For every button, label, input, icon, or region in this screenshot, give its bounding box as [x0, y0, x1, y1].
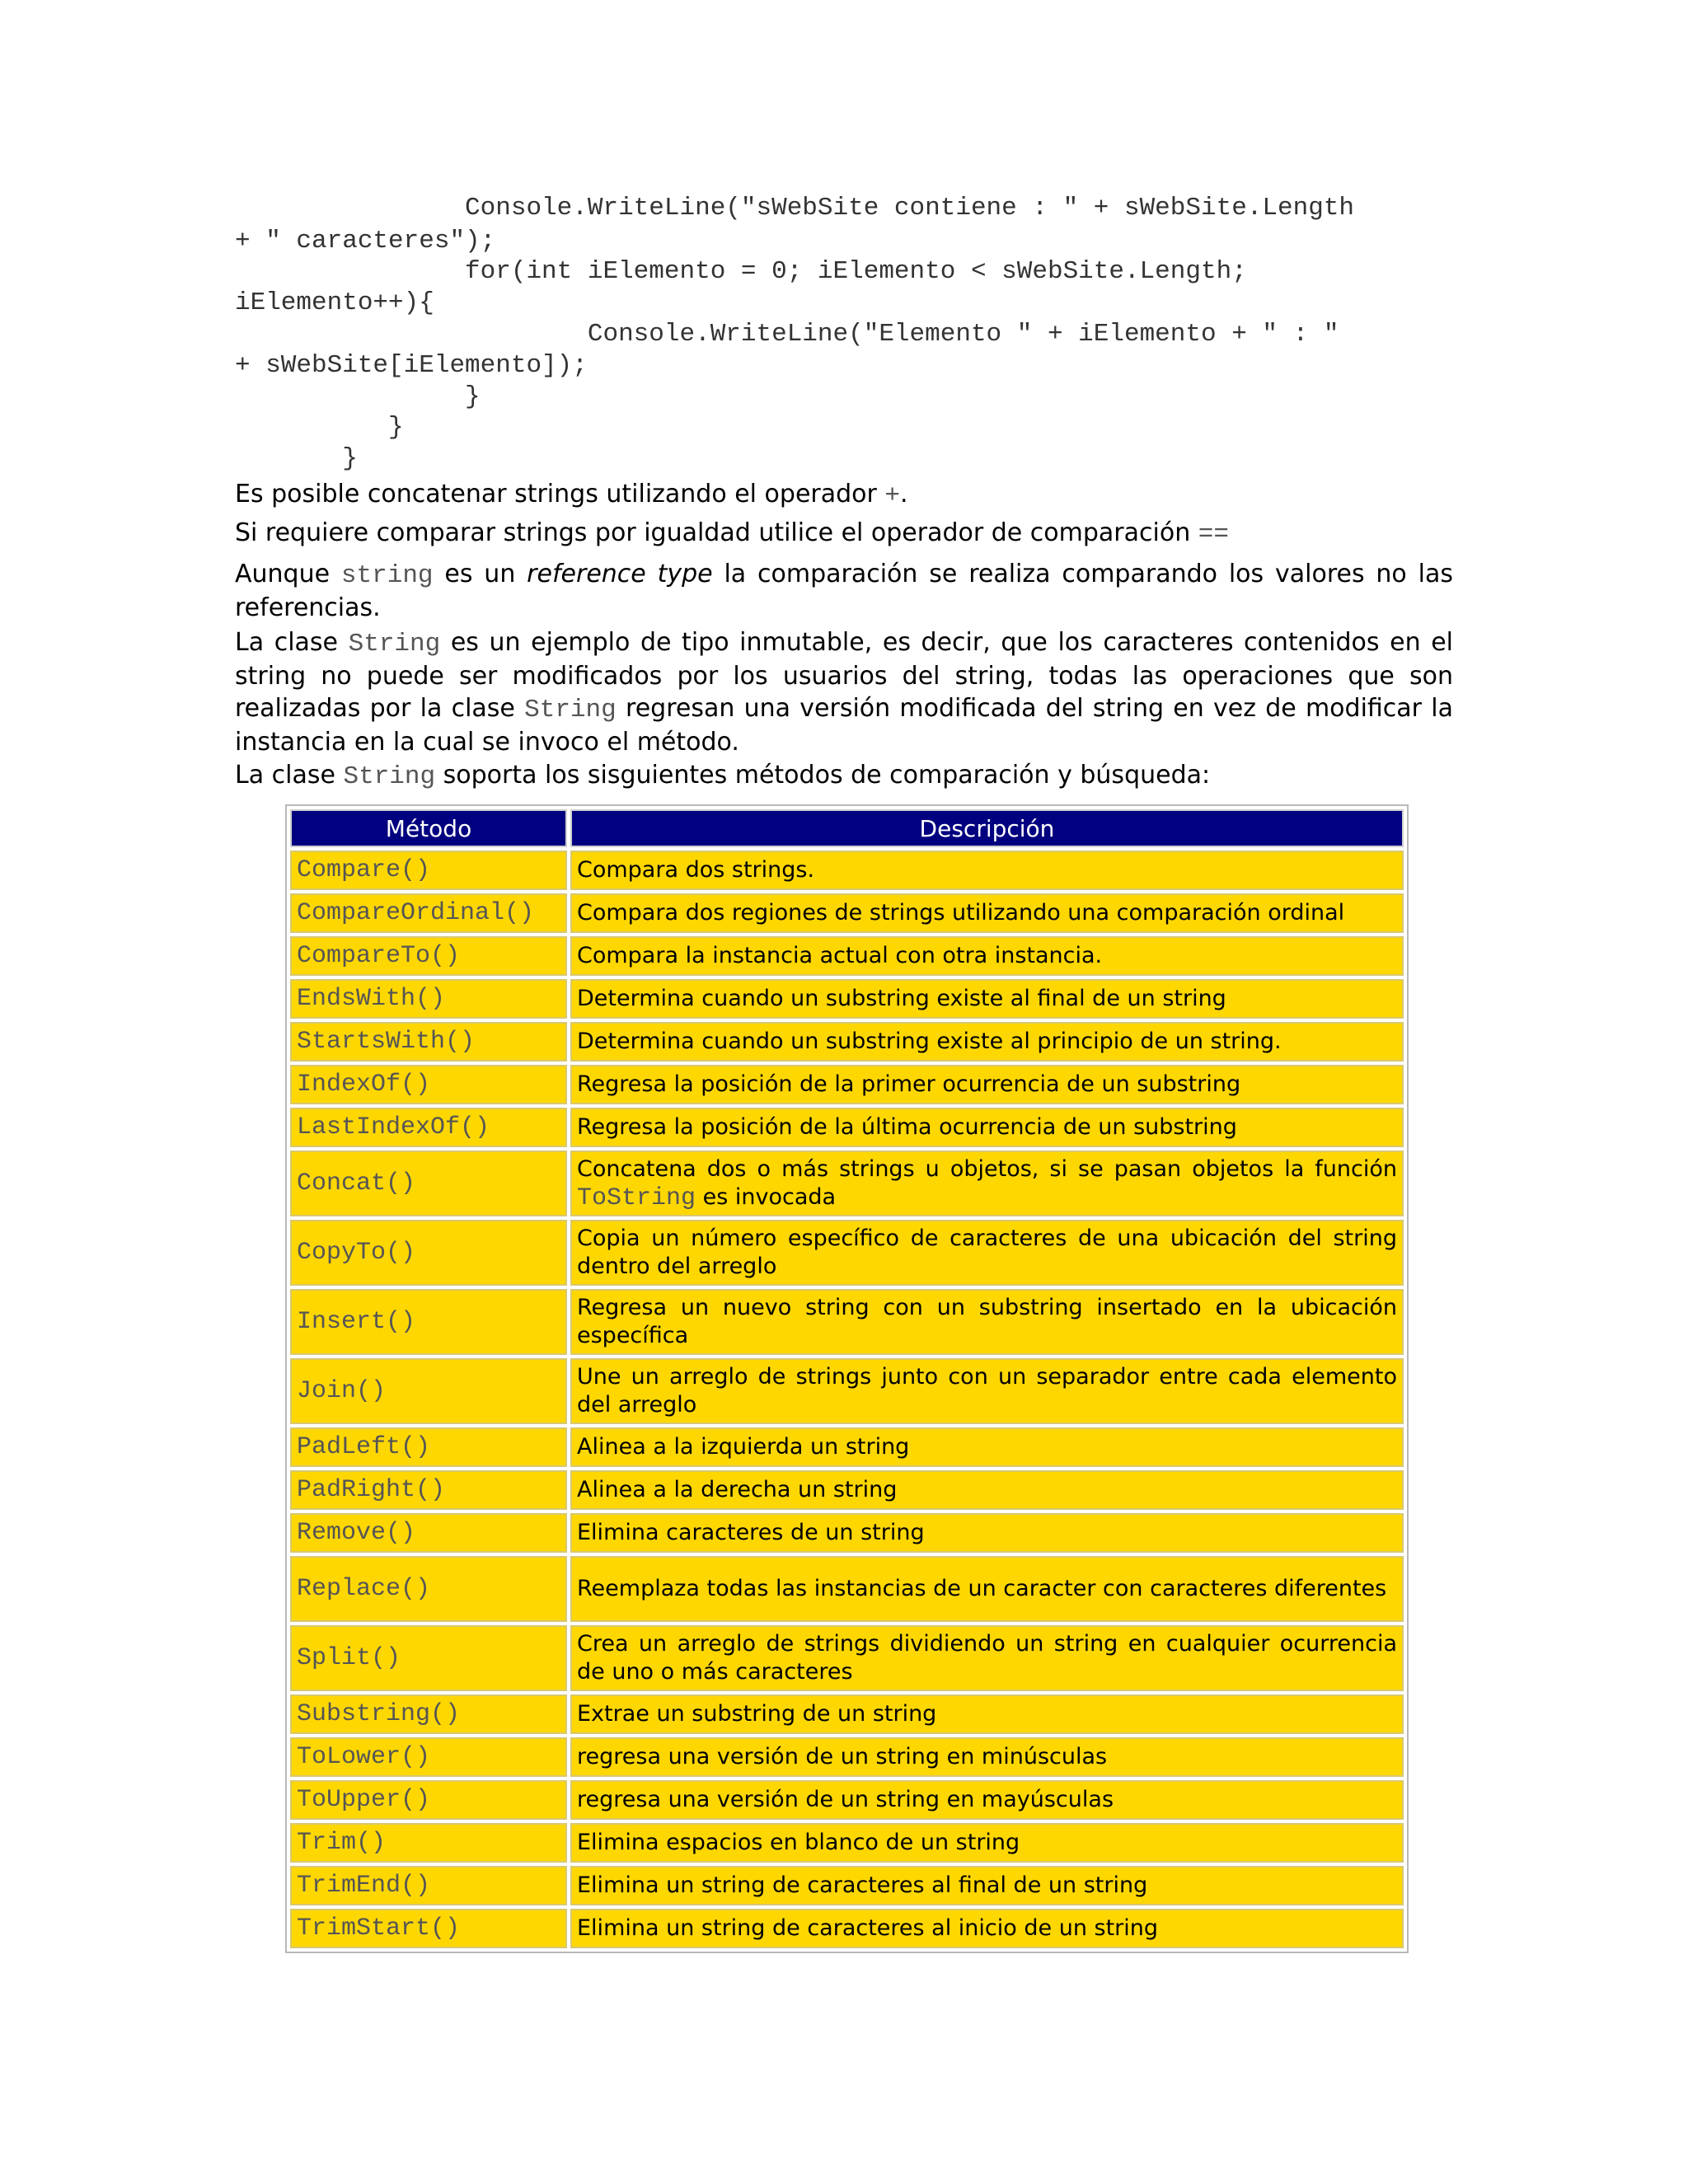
table-row: [290, 1909, 1404, 1948]
paragraph-text: La clase: [235, 761, 344, 790]
description-cell: Regresa un nuevo string con un substring insertado en la ubicación específica: [570, 1289, 1404, 1355]
paragraph-equality: [235, 517, 1453, 551]
method-cell: PadLeft(): [290, 1427, 567, 1467]
table-row: [290, 1780, 1404, 1820]
inline-code: ToString: [577, 1183, 696, 1212]
header-method: Método: [290, 809, 567, 847]
table-row: [290, 1022, 1404, 1062]
method-cell: ToLower(): [290, 1737, 567, 1777]
method-cell: TrimStart(): [290, 1909, 567, 1948]
table-row: [290, 1358, 1404, 1424]
code-line: Console.WriteLine("sWebSite contiene : " + sWebSite.Length: [235, 194, 1355, 223]
emphasis-text: reference type: [527, 560, 713, 588]
code-line: }: [235, 413, 404, 442]
description-cell: regresa una versión de un string en mayúsculas: [570, 1780, 1404, 1820]
method-cell: CompareTo(): [290, 936, 567, 976]
table-row: [290, 1151, 1404, 1216]
code-line: iElemento++){: [235, 288, 434, 317]
method-cell: Substring(): [290, 1694, 567, 1734]
description-cell: Alinea a la derecha un string: [570, 1470, 1404, 1510]
paragraph-text: soporta los sisguientes métodos de comparación y búsqueda:: [435, 761, 1211, 790]
method-cell: Compare(): [290, 851, 567, 890]
table-row: [290, 1065, 1404, 1104]
paragraph-reference-type: [235, 558, 1453, 624]
description-cell: Regresa la posición de la primer ocurrencia de un substring: [570, 1065, 1404, 1104]
method-cell: EndsWith(): [290, 979, 567, 1019]
description-cell: Determina cuando un substring existe al final de un string: [570, 979, 1404, 1019]
table-row: [290, 1866, 1404, 1905]
code-line: }: [235, 444, 358, 473]
description-cell: Reemplaza todas las instancias de un caracter con caracteres diferentes: [570, 1556, 1404, 1622]
method-cell: StartsWith(): [290, 1022, 567, 1062]
table-row: [290, 851, 1404, 890]
table-row: [290, 1513, 1404, 1553]
description-cell: Elimina un string de caracteres al final de un string: [570, 1866, 1404, 1905]
method-cell: ToUpper(): [290, 1780, 567, 1820]
description-cell: Determina cuando un substring existe al principio de un string.: [570, 1022, 1404, 1062]
inline-code: String: [524, 696, 617, 724]
description-cell: Compara dos strings.: [570, 851, 1404, 890]
paragraph-text: Si requiere comparar strings por igualdad utilice el operador de comparación: [235, 518, 1198, 547]
method-cell: CopyTo(): [290, 1220, 567, 1286]
description-cell: Extrae un substring de un string: [570, 1694, 1404, 1734]
table-row: [290, 1470, 1404, 1510]
inline-code: +: [884, 481, 901, 510]
paragraph-text: la comparación se realiza comparando los valores no las referencias.: [235, 560, 1453, 622]
description-cell: Elimina espacios en blanco de un string: [570, 1823, 1404, 1863]
method-cell: PadRight(): [290, 1470, 567, 1510]
description-cell: Regresa la posición de la última ocurrencia de un substring: [570, 1108, 1404, 1147]
code-line: Console.WriteLine("Elemento " + iElemento + " : ": [235, 320, 1339, 349]
method-cell: Remove(): [290, 1513, 567, 1553]
description-text: Concatena dos o más strings u objetos, si se pasan objetos la función: [577, 1155, 1397, 1182]
description-cell: Elimina un string de caracteres al inicio de un string: [570, 1909, 1404, 1948]
table-row: [290, 1108, 1404, 1147]
paragraph-text: Es posible concatenar strings utilizando el operador: [235, 480, 885, 509]
method-cell: Replace(): [290, 1556, 567, 1622]
description-cell: Une un arreglo de strings junto con un separador entre cada elemento del arreglo: [570, 1358, 1404, 1424]
inline-code: String: [348, 630, 441, 658]
table-row: [290, 1220, 1404, 1286]
method-cell: LastIndexOf(): [290, 1108, 567, 1147]
code-line: }: [235, 382, 481, 411]
paragraph-concatenation: [235, 478, 1453, 512]
paragraph-immutable: [235, 626, 1453, 758]
method-cell: IndexOf(): [290, 1065, 567, 1104]
description-cell: regresa una versión de un string en minúsculas: [570, 1737, 1404, 1777]
description-cell: Compara la instancia actual con otra instancia.: [570, 936, 1404, 976]
description-cell: Alinea a la izquierda un string: [570, 1427, 1404, 1467]
code-line: + " caracteres");: [235, 227, 496, 255]
method-cell: CompareOrdinal(): [290, 893, 567, 933]
method-cell: Insert(): [290, 1289, 567, 1355]
inline-code: string: [340, 561, 434, 590]
description-text: es invocada: [696, 1183, 837, 1210]
description-cell: Copia un número específico de caracteres de una ubicación del string dentro del arreglo: [570, 1220, 1404, 1286]
method-cell: Join(): [290, 1358, 567, 1424]
table-row: [290, 979, 1404, 1019]
description-cell: Compara dos regiones de strings utilizando una comparación ordinal: [570, 893, 1404, 933]
table-row: [290, 893, 1404, 933]
paragraph-text: .: [900, 480, 908, 509]
paragraph-text: Aunque: [235, 560, 341, 588]
method-cell: Concat(): [290, 1151, 567, 1216]
paragraph-text: regresan una versión modificada del string en vez de modificar la instancia en la cual se invoco el método.: [235, 694, 1453, 757]
table-row: [290, 1823, 1404, 1863]
paragraph-text: es un: [433, 560, 528, 588]
table-row: [290, 1556, 1404, 1622]
methods-table: [285, 804, 1409, 1953]
paragraph-text: es un ejemplo de tipo inmutable, es decir, que los caracteres contenidos en el string no puede ser modificados por los usuarios del string, todas las operaciones que son realizadas por la clase: [235, 628, 1453, 723]
table-header-row: [290, 809, 1404, 847]
table-row: [290, 936, 1404, 976]
table-row: [290, 1737, 1404, 1777]
paragraph-methods-intro: [235, 759, 1453, 793]
description-cell: Crea un arreglo de strings dividiendo un string en cualquier ocurrencia de uno o más caracteres: [570, 1625, 1404, 1691]
inline-code: String: [343, 762, 436, 791]
table-row: [290, 1625, 1404, 1691]
method-cell: Trim(): [290, 1823, 567, 1863]
table-row: [290, 1289, 1404, 1355]
method-cell: Split(): [290, 1625, 567, 1691]
description-cell: [570, 1151, 1404, 1216]
inline-code: ==: [1198, 520, 1229, 549]
code-line: + sWebSite[iElemento]);: [235, 351, 588, 380]
header-description: Descripción: [570, 809, 1404, 847]
description-cell: Elimina caracteres de un string: [570, 1513, 1404, 1553]
table-row: [290, 1427, 1404, 1467]
table-row: [290, 1694, 1404, 1734]
paragraph-text: La clase: [235, 628, 349, 657]
method-cell: TrimEnd(): [290, 1866, 567, 1905]
code-line: for(int iElemento = 0; iElemento < sWebSite.Length;: [235, 257, 1247, 286]
